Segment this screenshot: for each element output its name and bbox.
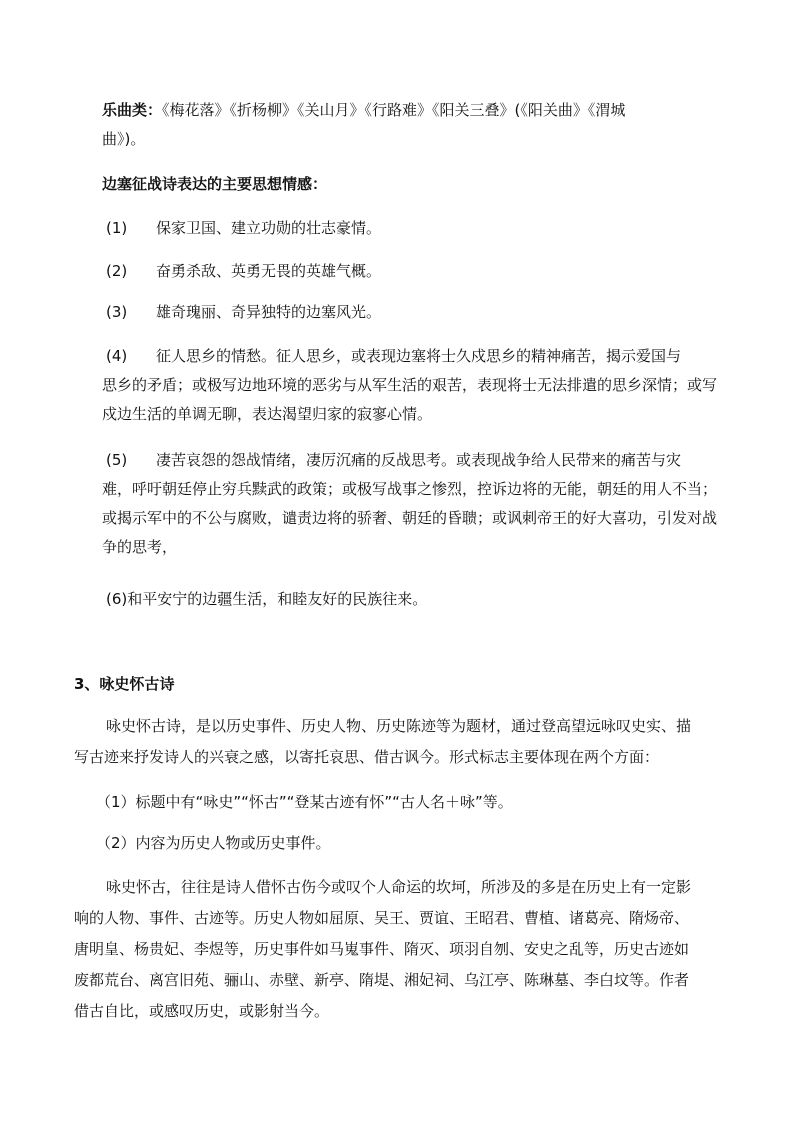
frontier-item-5-line-3: 或揭示军中的不公与腐败，谴责边将的骄奢、朝廷的昏聩；或讽刺帝王的好大喜功，引发对战 bbox=[102, 509, 718, 527]
frontier-item-5-line-1: 凄苦哀怨的怨战情绪，凄厉沉痛的反战思考。或表现战争给人民带来的痛苦与灾 bbox=[156, 451, 682, 469]
frontier-item-1-text: 保家卫国、建立功勋的壮志豪情。 bbox=[156, 219, 382, 237]
frontier-item-4-line-1: 征人思乡的情愁。征人思乡，或表现边塞将士久戍思乡的精神痛苦，揭示爱国与 bbox=[156, 347, 682, 365]
frontier-item-2-text: 奋勇杀敌、英勇无畏的英雄气概。 bbox=[156, 262, 382, 280]
music-label: 乐曲类： bbox=[102, 101, 163, 119]
frontier-item-1-num: (1) bbox=[106, 219, 128, 237]
frontier-item-5-line-4: 争的思考， bbox=[102, 538, 178, 556]
section-3-point-1: （1）标题中有“咏史”“怀古”“登某古迹有怀”“古人名＋咏”等。 bbox=[96, 793, 513, 811]
section-3-heading: 3、咏史怀古诗 bbox=[74, 675, 175, 693]
section-3-para-2-line-2: 响的人物、事件、古迹等。历史人物如屈原、吴王、贾谊、王昭君、曹植、诸葛亮、隋炀帝、 bbox=[74, 909, 690, 927]
frontier-item-3-num: (3) bbox=[106, 303, 128, 321]
section-3-para-1-line-1: 咏史怀古诗，是以历史事件、历史人物、历史陈迹等为题材，通过登高望远咏叹史实、描 bbox=[106, 717, 692, 735]
music-line-1 bbox=[102, 100, 625, 120]
section-3-para-2-line-5: 借古自比，或感叹历史，或影射当今。 bbox=[74, 1002, 330, 1020]
frontier-item-6-text: (6)和平安宁的边疆生活，和睦友好的民族往来。 bbox=[106, 590, 428, 608]
section-3-para-2-line-3: 唐明皇、杨贵妃、李煜等，历史事件如马嵬事件、隋灭、项羽自刎、安史之乱等，历史古迹如 bbox=[74, 940, 690, 958]
frontier-item-5-num: (5) bbox=[106, 451, 128, 469]
music-line-2: 曲》)。 bbox=[102, 130, 146, 148]
frontier-item-3-text: 雄奇瑰丽、奇异独特的边塞风光。 bbox=[156, 303, 382, 321]
music-text-1: 《梅花落》《折杨柳》《关山月》《行路难》《阳关三叠》(《阳关曲》《渭城 bbox=[162, 101, 626, 119]
frontier-item-4-num: (4) bbox=[106, 347, 128, 365]
frontier-item-4-line-2: 思乡的矛盾；或极写边地环境的恶劣与从军生活的艰苦，表现将士无法排遣的思乡深情；或写 bbox=[102, 376, 718, 394]
section-3-para-1-line-2: 写古迹来抒发诗人的兴衰之感，以寄托哀思、借古讽今。形式标志主要体现在两个方面： bbox=[74, 748, 660, 766]
frontier-item-5-line-2: 难，呼吁朝廷停止穷兵黩武的政策；或极写战事之惨烈，控诉边将的无能，朝廷的用人不当； bbox=[102, 480, 718, 498]
section-3-para-2-line-1: 咏史怀古，往往是诗人借怀古伤今或叹个人命运的坎坷，所涉及的多是在历史上有一定影 bbox=[106, 878, 692, 896]
section-3-para-2-line-4: 废都荒台、离宫旧苑、骊山、赤壁、新亭、隋堤、湘妃祠、乌江亭、陈琳墓、李白坟等。作者 bbox=[74, 971, 690, 989]
frontier-item-2-num: (2) bbox=[106, 262, 128, 280]
section-3-point-2: （2）内容为历史人物或历史事件。 bbox=[96, 834, 331, 852]
frontier-heading: 边塞征战诗表达的主要思想情感： bbox=[102, 175, 328, 193]
frontier-item-4-line-3: 戍边生活的单调无聊，表达渴望归家的寂寥心情。 bbox=[102, 405, 433, 423]
